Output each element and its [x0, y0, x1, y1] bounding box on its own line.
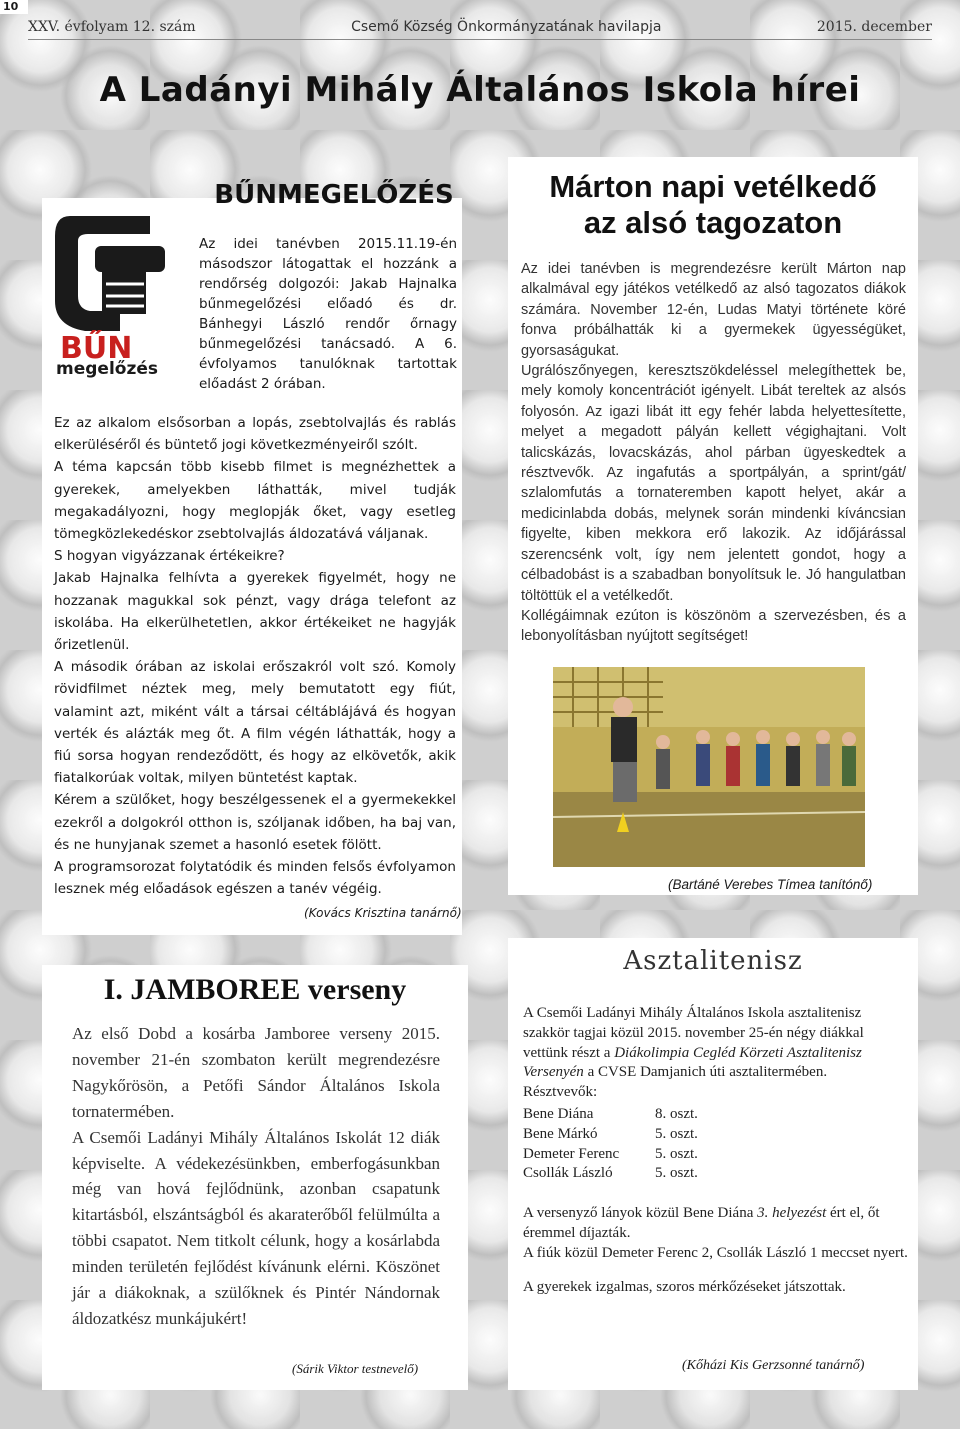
article1-title: BŰNMEGELŐZÉS: [214, 180, 454, 210]
paragraph: Az első Dobd a kosárba Jamboree verseny 2015. november 21-én szombaton került megrendezésre Nagykőrösön, a Petőfi Sándor Általános Iskola tornatermében.: [72, 1024, 440, 1121]
article1-signature: (Kovács Krisztina tanárnő): [304, 906, 462, 920]
paragraph: A Csemői Ladányi Mihály Általános Iskolát 12 diák képviselte. A védekezésünkben, emberfogásunkban még van hová fejlődnünk, azonban csapatunk kitartásból, elszántságból és akaraterőből felülmúlta a többi csapatot. Nem titkolt célunk, hogy a kosárlabda minden területén fejlődést kívánunk elérni. Köszönet jár a diákoknak, a szülőknek és Pintér Nándornak áldozatkész munkájukért!: [72, 1127, 440, 1328]
page-header: [28, 14, 932, 40]
paragraph: Kérem a szülőket, hogy beszélgessenek el a gyermekekkel ezekről a dolgokról otthon is, szóljanak időben, ha baj van, és ne hunyjanak szemet a hasonló esetek fölött.: [54, 792, 456, 853]
article2-title-line2: az alsó tagozaton: [583, 205, 843, 240]
article4-title: Asztalitenisz: [623, 946, 803, 976]
header-issue: XXV. évfolyam 12. szám: [28, 18, 196, 35]
article2-title: [508, 169, 918, 241]
gym-children-photo: [553, 667, 865, 867]
article2-body: [521, 259, 906, 647]
table-row: Demeter Ferenc 5. oszt.: [523, 1145, 698, 1162]
participants-label: Résztvevők:: [523, 1084, 598, 1101]
svg-text:megelőzés: megelőzés: [56, 359, 158, 378]
table-row: Csollák László 5. oszt.: [523, 1165, 698, 1182]
article4-body: [523, 1004, 908, 1297]
header-publication: Csemő Község Önkormányzatának havilapja: [351, 18, 662, 35]
article1-intro: Az idei tanévben 2015.11.19-én másodszor látogattak el hozzánk a rendőrség dolgozói: Jakab Hajnalka bűnmegelőzési előadó és dr. Bánhegyi László rendőr őrnagy bűnmegelőzési tanácsadó. A 6. évfolyamos tanulóknak tartottak előadást 2 órában.: [199, 236, 457, 392]
article2-signature: (Bartáné Verebes Tímea tanítónő): [668, 877, 873, 892]
article3-body: [72, 1021, 440, 1332]
participants-table: [523, 1105, 698, 1184]
header-date: 2015. december: [816, 18, 932, 35]
article2-title-line1: Márton napi vetélkedő: [549, 169, 877, 204]
article3-signature: (Sárik Viktor testnevelő): [292, 1361, 419, 1376]
article4-signature: (Kőházi Kis Gerzsonné tanárnő): [682, 1358, 865, 1373]
paragraph: A második órában az iskolai erőszakról volt szó. Komoly rövidfilmet néztek meg, mely bemutatott egy fiút, valamint azt, miként vált a társai céltáblájává és hogyan verték és alázták meg őt. A film végén láthatták, hogy a fiú sorsa hogyan rendeződött, és hogy az elkövetők, akik fiatalkorúak voltak, milyen büntetést kaptak.: [54, 659, 456, 787]
paragraph: Kollégáimnak ezúton is köszönöm a szervezésben, és a lebonyolításban nyújtott segítséget!: [521, 607, 906, 645]
article4-intro: A Csemői Ladányi Mihály Általános Iskola asztalitenisz szakkör tagjai közül 2015. november 25-én négy diákkal vettünk részt a Diákolimpia Cegléd Körzeti Asztalitenisz Versenyén a CVSE Damjanich úti asztalitermében.: [523, 1005, 864, 1081]
page-number: 10: [0, 0, 28, 14]
crime-prevention-logo: [50, 206, 180, 378]
article3-title: I. JAMBOREE verseny: [103, 973, 407, 1006]
table-row: Bene Márkó 5. oszt.: [523, 1125, 698, 1142]
paragraph: Ez az alkalom elsősorban a lopás, zsebtolvajlás és rablás elkerüléséről és büntető jogi következményeiről szólt.: [54, 415, 456, 454]
paragraph: S hogyan vigyázzanak értékeikre?: [54, 548, 285, 565]
paragraph: Jakab Hajnalka felhívta a gyerekek figyelmét, hogy ne hozzanak magukkal sok pénzt, vagy drága telefont az iskolába. Ha elkerülhetetlen, akkor értékeiket ne hagyják őrizetlenül.: [54, 570, 456, 654]
article4-result2: A fiúk közül Demeter Ferenc 2, Csollák László 1 meccset nyert.: [523, 1244, 908, 1261]
paragraph: Ugrálószőnyegen, keresztszökdeléssel melegíthettek be, mely komoly koncentrációt igényelt. Libát tereltek az alsós folyosón. Az igazi libát itt egy fehér labda helyettesítette, melyet a megadott pályán kellett végighajtani. Volt talicskázás, lovacskázás, ahol párban ügyeskedtek a résztvevők. Az ingafutás a sportpályán, a sprint/gát/ szlalomfutás a tornateremben kapott helyet, akár a medicinlabda dobás, melynek során mindenki kíváncsian figyelte, kiben mekkora erő lakozik. Az időjárással szerencsénk volt, így nem jelentett gondot, hogy a célbadobást is a szabadban bonyolítsuk le. Jó hangulatban töltöttük el a vetélkedőt.: [521, 363, 906, 604]
paragraph: A téma kapcsán több kisebb filmet is megnézhettek a gyerekek, amelyekben láthatták, mivel tudják megakadályozni, hogy meglopják őket, vagy esetleg tömegközlekedéskor zsebtolvajlás áldozatává váljanak.: [54, 459, 456, 543]
article-jamboree: [42, 965, 468, 1390]
article4-closing: A gyerekek izgalmas, szoros mérkőzéseket játszottak.: [523, 1278, 846, 1295]
article-crime-prevention: [42, 180, 462, 935]
svg-text:BŰN: BŰN: [60, 331, 133, 366]
paragraph: A programsorozat folytatódik és minden felsős évfolyamon lesznek még előadások egészen a tanév végéig.: [54, 859, 456, 898]
article-table-tennis: [508, 938, 918, 1390]
article4-result: A versenyző lányok közül Bene Diána 3. helyezést ért el, őt éremmel díjazták.: [523, 1205, 880, 1241]
article1-body: [54, 412, 456, 900]
table-row: Bene Diána 8. oszt.: [523, 1105, 698, 1122]
main-title: A Ladányi Mihály Általános Iskola hírei: [99, 70, 861, 110]
article-marton-day: [508, 157, 918, 895]
paragraph: Az idei tanévben is megrendezésre került Márton nap alkalmával egy játékos vetélkedő az alsó tagozatos diákok számára. November 12-én, Ludas Matyi története köré fonva próbálhatták ki a gyermekek ügyességüket, gyorsaságukat.: [521, 261, 906, 359]
